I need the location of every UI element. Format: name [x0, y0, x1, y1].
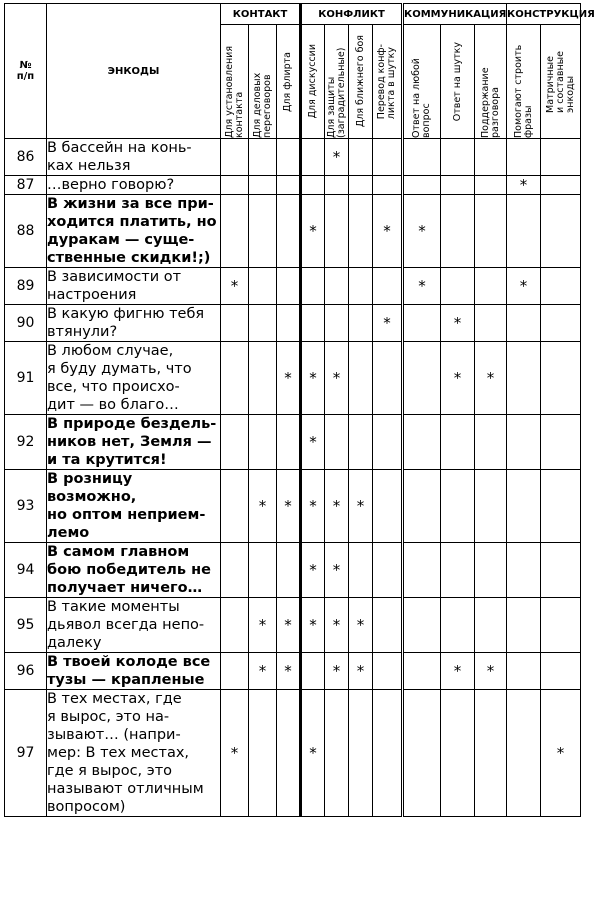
- mark-cell: [373, 690, 403, 817]
- encode-text: В твоей колоде все тузы — крапленые: [47, 653, 221, 690]
- row-number: 90: [5, 305, 47, 342]
- mark-cell: [349, 305, 373, 342]
- mark-cell: *: [325, 543, 349, 598]
- col-header: Перевод конф- ликта в шутку: [373, 25, 403, 139]
- num-header: № п/п: [5, 4, 47, 139]
- encode-text: В тех местах, где я вырос, это на- зывают… (напри- мер: В тех местах, где я вырос, это называют отличным вопросом): [47, 690, 221, 817]
- mark-cell: *: [277, 653, 301, 690]
- mark-cell: [277, 305, 301, 342]
- table-row: [5, 690, 581, 817]
- row-number: 97: [5, 690, 47, 817]
- mark-cell: [373, 470, 403, 543]
- mark-cell: *: [475, 342, 507, 415]
- mark-cell: [475, 415, 507, 470]
- mark-cell: *: [301, 543, 325, 598]
- mark-cell: [541, 470, 581, 543]
- group-construction: КОНСТРУКЦИЯ: [507, 4, 581, 25]
- table-row: [5, 342, 581, 415]
- encode-text: В любом случае, я буду думать, что все, что происхо- дит — во благо…: [47, 342, 221, 415]
- mark-cell: [403, 470, 441, 543]
- mark-cell: [301, 139, 325, 176]
- col-header: Ответ на любой вопрос: [403, 25, 441, 139]
- mark-cell: [373, 598, 403, 653]
- mark-cell: [541, 305, 581, 342]
- mark-cell: [441, 195, 475, 268]
- mark-cell: [475, 268, 507, 305]
- mark-cell: [301, 305, 325, 342]
- row-number: 93: [5, 470, 47, 543]
- mark-cell: [403, 690, 441, 817]
- col-header: Матричные и составные энкоды: [541, 25, 581, 139]
- mark-cell: [277, 139, 301, 176]
- mark-cell: [325, 268, 349, 305]
- mark-cell: [325, 176, 349, 195]
- mark-cell: [541, 342, 581, 415]
- mark-cell: [373, 415, 403, 470]
- row-number: 91: [5, 342, 47, 415]
- mark-cell: [403, 305, 441, 342]
- mark-cell: [249, 415, 277, 470]
- col-header: Для флирта: [277, 25, 301, 139]
- table-row: [5, 470, 581, 543]
- row-number: 96: [5, 653, 47, 690]
- mark-cell: [403, 598, 441, 653]
- mark-cell: [325, 195, 349, 268]
- mark-cell: [349, 268, 373, 305]
- encodes-header: ЭНКОДЫ: [47, 4, 221, 139]
- encode-text: В самом главном бою победитель не получает ничего…: [47, 543, 221, 598]
- mark-cell: [403, 653, 441, 690]
- mark-cell: *: [541, 690, 581, 817]
- mark-cell: [221, 342, 249, 415]
- mark-cell: [349, 195, 373, 268]
- mark-cell: [301, 268, 325, 305]
- mark-cell: [249, 690, 277, 817]
- encode-text: …верно говорю?: [47, 176, 221, 195]
- group-header-row: [5, 4, 581, 25]
- mark-cell: *: [249, 598, 277, 653]
- mark-cell: *: [373, 305, 403, 342]
- mark-cell: [249, 342, 277, 415]
- mark-cell: *: [301, 195, 325, 268]
- col-header: Поддержание разговора: [475, 25, 507, 139]
- mark-cell: [403, 139, 441, 176]
- table-row: [5, 653, 581, 690]
- table-row: [5, 176, 581, 195]
- mark-cell: *: [277, 598, 301, 653]
- col-header: Для дискуссии: [301, 25, 325, 139]
- mark-cell: [475, 176, 507, 195]
- mark-cell: [349, 139, 373, 176]
- mark-cell: *: [403, 268, 441, 305]
- row-number: 95: [5, 598, 47, 653]
- mark-cell: *: [507, 268, 541, 305]
- col-header: Для установления контакта: [221, 25, 249, 139]
- mark-cell: *: [277, 470, 301, 543]
- mark-cell: [403, 415, 441, 470]
- mark-cell: *: [301, 470, 325, 543]
- mark-cell: [373, 268, 403, 305]
- mark-cell: *: [221, 690, 249, 817]
- mark-cell: [221, 139, 249, 176]
- mark-cell: *: [301, 415, 325, 470]
- mark-cell: [221, 176, 249, 195]
- table-body: [5, 139, 581, 817]
- mark-cell: [441, 543, 475, 598]
- mark-cell: [507, 195, 541, 268]
- mark-cell: [301, 176, 325, 195]
- table-row: [5, 598, 581, 653]
- mark-cell: [221, 543, 249, 598]
- table-row: [5, 268, 581, 305]
- group-conflict: КОНФЛИКТ: [301, 4, 403, 25]
- table-row: [5, 305, 581, 342]
- mark-cell: [277, 690, 301, 817]
- mark-cell: *: [249, 470, 277, 543]
- mark-cell: [475, 690, 507, 817]
- row-number: 86: [5, 139, 47, 176]
- mark-cell: [541, 176, 581, 195]
- mark-cell: [277, 543, 301, 598]
- mark-cell: [403, 176, 441, 195]
- encode-text: В бассейн на конь- ках нельзя: [47, 139, 221, 176]
- mark-cell: [441, 139, 475, 176]
- mark-cell: [441, 415, 475, 470]
- encode-text: В какую фигню тебя втянули?: [47, 305, 221, 342]
- encodes-table: [4, 3, 595, 817]
- mark-cell: [541, 195, 581, 268]
- mark-cell: [541, 268, 581, 305]
- encode-text: В природе бездель- ников нет, Земля — и та крутится!: [47, 415, 221, 470]
- encode-text: В такие моменты дьявол всегда непо- далеку: [47, 598, 221, 653]
- mark-cell: [507, 305, 541, 342]
- mark-cell: [475, 305, 507, 342]
- mark-cell: [277, 176, 301, 195]
- encode-text: В зависимости от настроения: [47, 268, 221, 305]
- mark-cell: [507, 139, 541, 176]
- mark-cell: [373, 653, 403, 690]
- encode-text: В жизни за все при- ходится платить, но дуракам — суще- ственные скидки!;): [47, 195, 221, 268]
- mark-cell: [249, 195, 277, 268]
- row-number: 92: [5, 415, 47, 470]
- mark-cell: [325, 305, 349, 342]
- row-number: 87: [5, 176, 47, 195]
- mark-cell: [403, 543, 441, 598]
- mark-cell: [373, 176, 403, 195]
- mark-cell: [349, 342, 373, 415]
- mark-cell: [475, 598, 507, 653]
- mark-cell: *: [325, 139, 349, 176]
- mark-cell: [301, 653, 325, 690]
- mark-cell: [373, 342, 403, 415]
- mark-cell: *: [301, 690, 325, 817]
- mark-cell: *: [325, 470, 349, 543]
- mark-cell: *: [301, 598, 325, 653]
- mark-cell: [221, 470, 249, 543]
- mark-cell: [541, 653, 581, 690]
- table-row: [5, 195, 581, 268]
- mark-cell: [475, 543, 507, 598]
- mark-cell: [507, 690, 541, 817]
- mark-cell: *: [441, 342, 475, 415]
- row-number: 88: [5, 195, 47, 268]
- mark-cell: *: [301, 342, 325, 415]
- mark-cell: [507, 470, 541, 543]
- mark-cell: [221, 598, 249, 653]
- mark-cell: [249, 305, 277, 342]
- mark-cell: [475, 195, 507, 268]
- mark-cell: *: [325, 653, 349, 690]
- mark-cell: [221, 653, 249, 690]
- col-header: Для ближнего боя: [349, 25, 373, 139]
- mark-cell: [349, 543, 373, 598]
- mark-cell: *: [441, 653, 475, 690]
- row-number: 94: [5, 543, 47, 598]
- table-row: [5, 543, 581, 598]
- mark-cell: [249, 139, 277, 176]
- table-row: [5, 139, 581, 176]
- mark-cell: [221, 415, 249, 470]
- mark-cell: [349, 415, 373, 470]
- mark-cell: [349, 176, 373, 195]
- mark-cell: [325, 415, 349, 470]
- table-row: [5, 415, 581, 470]
- mark-cell: [541, 415, 581, 470]
- row-number: 89: [5, 268, 47, 305]
- mark-cell: [249, 176, 277, 195]
- mark-cell: *: [221, 268, 249, 305]
- mark-cell: [325, 690, 349, 817]
- mark-cell: [349, 690, 373, 817]
- mark-cell: [249, 268, 277, 305]
- mark-cell: *: [441, 305, 475, 342]
- mark-cell: *: [349, 653, 373, 690]
- mark-cell: [373, 543, 403, 598]
- mark-cell: *: [277, 342, 301, 415]
- col-header: Для деловых переговоров: [249, 25, 277, 139]
- mark-cell: [507, 598, 541, 653]
- mark-cell: *: [325, 598, 349, 653]
- col-header: Для защиты (заградительные): [325, 25, 349, 139]
- col-header: Помогают строить фразы: [507, 25, 541, 139]
- mark-cell: *: [349, 470, 373, 543]
- mark-cell: [475, 139, 507, 176]
- mark-cell: [277, 195, 301, 268]
- mark-cell: [221, 195, 249, 268]
- mark-cell: [441, 268, 475, 305]
- mark-cell: [441, 470, 475, 543]
- mark-cell: [221, 305, 249, 342]
- mark-cell: [541, 543, 581, 598]
- mark-cell: [541, 598, 581, 653]
- mark-cell: [441, 598, 475, 653]
- encode-text: В розницу возможно, но оптом неприем- лемо: [47, 470, 221, 543]
- mark-cell: [475, 470, 507, 543]
- mark-cell: *: [349, 598, 373, 653]
- mark-cell: [507, 415, 541, 470]
- mark-cell: *: [475, 653, 507, 690]
- mark-cell: [277, 415, 301, 470]
- mark-cell: [441, 176, 475, 195]
- mark-cell: [507, 653, 541, 690]
- mark-cell: [507, 543, 541, 598]
- mark-cell: [277, 268, 301, 305]
- mark-cell: *: [325, 342, 349, 415]
- mark-cell: [249, 543, 277, 598]
- mark-cell: *: [507, 176, 541, 195]
- group-contact: КОНТАКТ: [221, 4, 301, 25]
- group-communication: КОММУНИКАЦИЯ: [403, 4, 507, 25]
- mark-cell: [373, 139, 403, 176]
- mark-cell: [441, 690, 475, 817]
- mark-cell: *: [403, 195, 441, 268]
- mark-cell: [541, 139, 581, 176]
- mark-cell: [507, 342, 541, 415]
- col-header: Ответ на шутку: [441, 25, 475, 139]
- mark-cell: [403, 342, 441, 415]
- mark-cell: *: [249, 653, 277, 690]
- mark-cell: *: [373, 195, 403, 268]
